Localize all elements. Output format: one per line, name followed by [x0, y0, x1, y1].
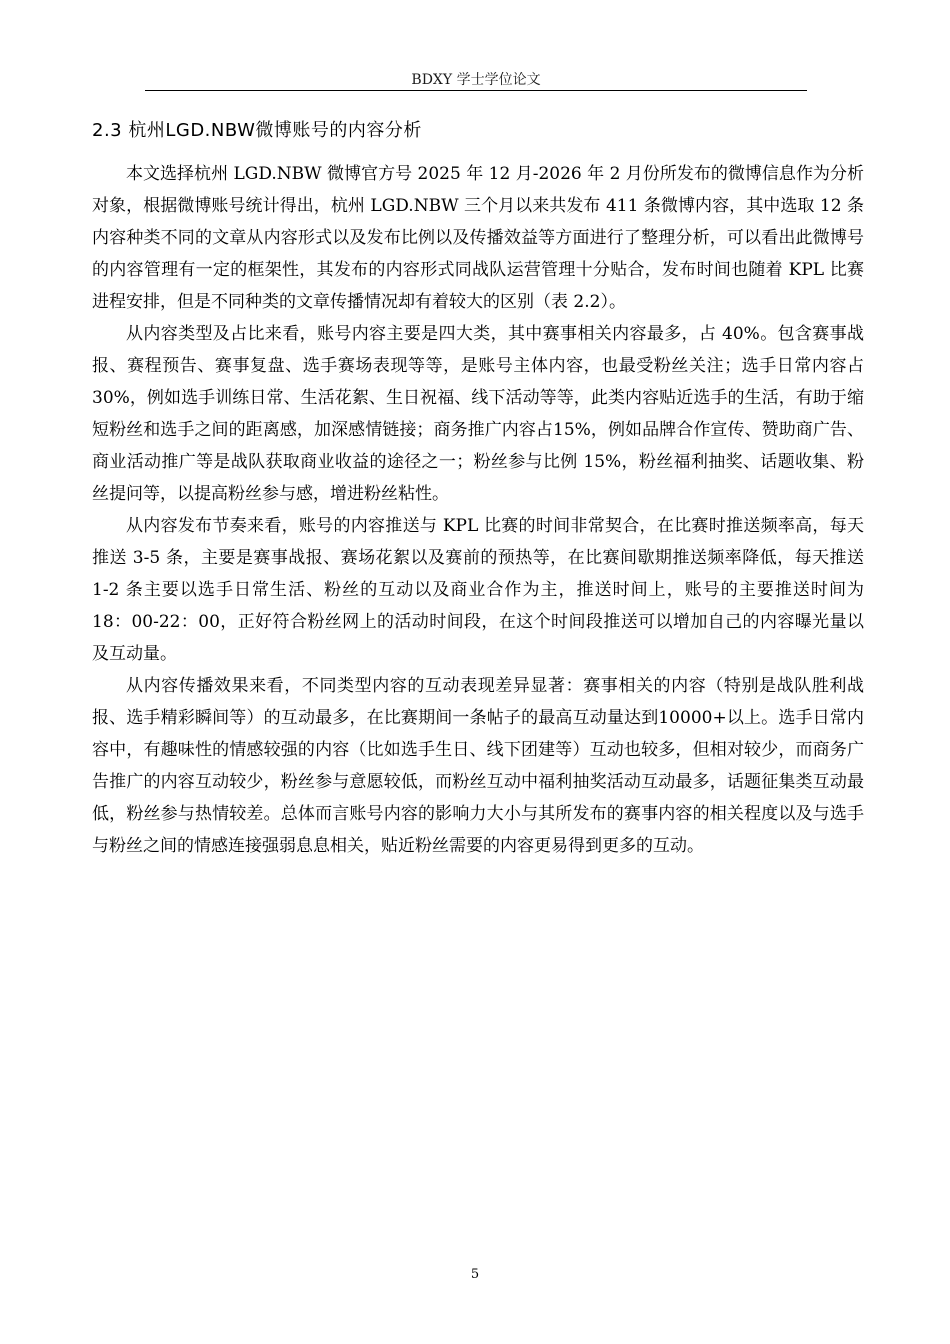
running-header: BDXY 学士学位论文 [145, 70, 807, 91]
paragraph-posting-rhythm: 从内容发布节奏来看，账号的内容推送与 KPL 比赛的时间非常契合，在比赛时推送频率高，每天推送 3-5 条，主要是赛事战报、赛场花絮以及赛前的预热等，在比赛间歇期推送频率降低，每天推送 1-2 条主要以选手日常生活、粉丝的互动以及商业合作为主，推送时间上，账号的主要推送时间为 18：00-22：00，正好符合粉丝网上的活动时间段，在这个时间段推送可以增加自己的内容曝光量以及互动量。 [92, 516, 864, 664]
paragraph-content-types: 从内容类型及占比来看，账号内容主要是四大类，其中赛事相关内容最多，占 40%。包含赛事战报、赛程预告、赛事复盘、选手赛场表现等等，是账号主体内容，也最受粉丝关注；选手日常内容占 30%，例如选手训练日常、生活花絮、生日祝福、线下活动等等，此类内容贴近选手的生活，有助于缩短粉丝和选手之间的距离感，加深感情链接；商务推广内容占15%，例如品牌合作宣传、赞助商广告、商业活动推广等是战队获取商业收益的途径之一；粉丝参与比例 15%，粉丝福利抽奖、话题收集、粉丝提问等，以提高粉丝参与感，增进粉丝粘性。 [92, 324, 864, 504]
paragraph-engagement: 从内容传播效果来看，不同类型内容的互动表现差异显著：赛事相关的内容（特别是战队胜利战报、选手精彩瞬间等）的互动最多，在比赛期间一条帖子的最高互动量达到10000+以上。选手日常内容中，有趣味性的情感较强的内容（比如选手生日、线下团建等）互动也较多，但相对较少，而商务广告推广的内容互动较少，粉丝参与意愿较低，而粉丝互动中福利抽奖活动互动最多，话题征集类互动最低，粉丝参与热情较差。总体而言账号内容的影响力大小与其所发布的赛事内容的相关程度以及与选手与粉丝之间的情感连接强弱息息相关，贴近粉丝需要的内容更易得到更多的互动。 [92, 676, 864, 856]
main-content [92, 116, 864, 862]
section-heading: 2.3 杭州LGD.NBW微博账号的内容分析 [92, 120, 422, 141]
page-number: 5 [470, 1267, 480, 1282]
paragraph-intro: 本文选择杭州 LGD.NBW 微博官方号 2025 年 12 月-2026 年 2 月份所发布的微博信息作为分析对象，根据微博账号统计得出，杭州 LGD.NBW 三个月以来共发布 411 条微博内容，其中选取 12 条内容种类不同的文章从内容形式以及发布比例以及传播效益等方面进行了整理分析，可以看出此微博号的内容管理有一定的框架性，其发布的内容形式同战队运营管理十分贴合，发布时间也随着 KPL 比赛进程安排，但是不同种类的文章传播情况却有着较大的区别（表 2.2）。 [92, 164, 864, 312]
